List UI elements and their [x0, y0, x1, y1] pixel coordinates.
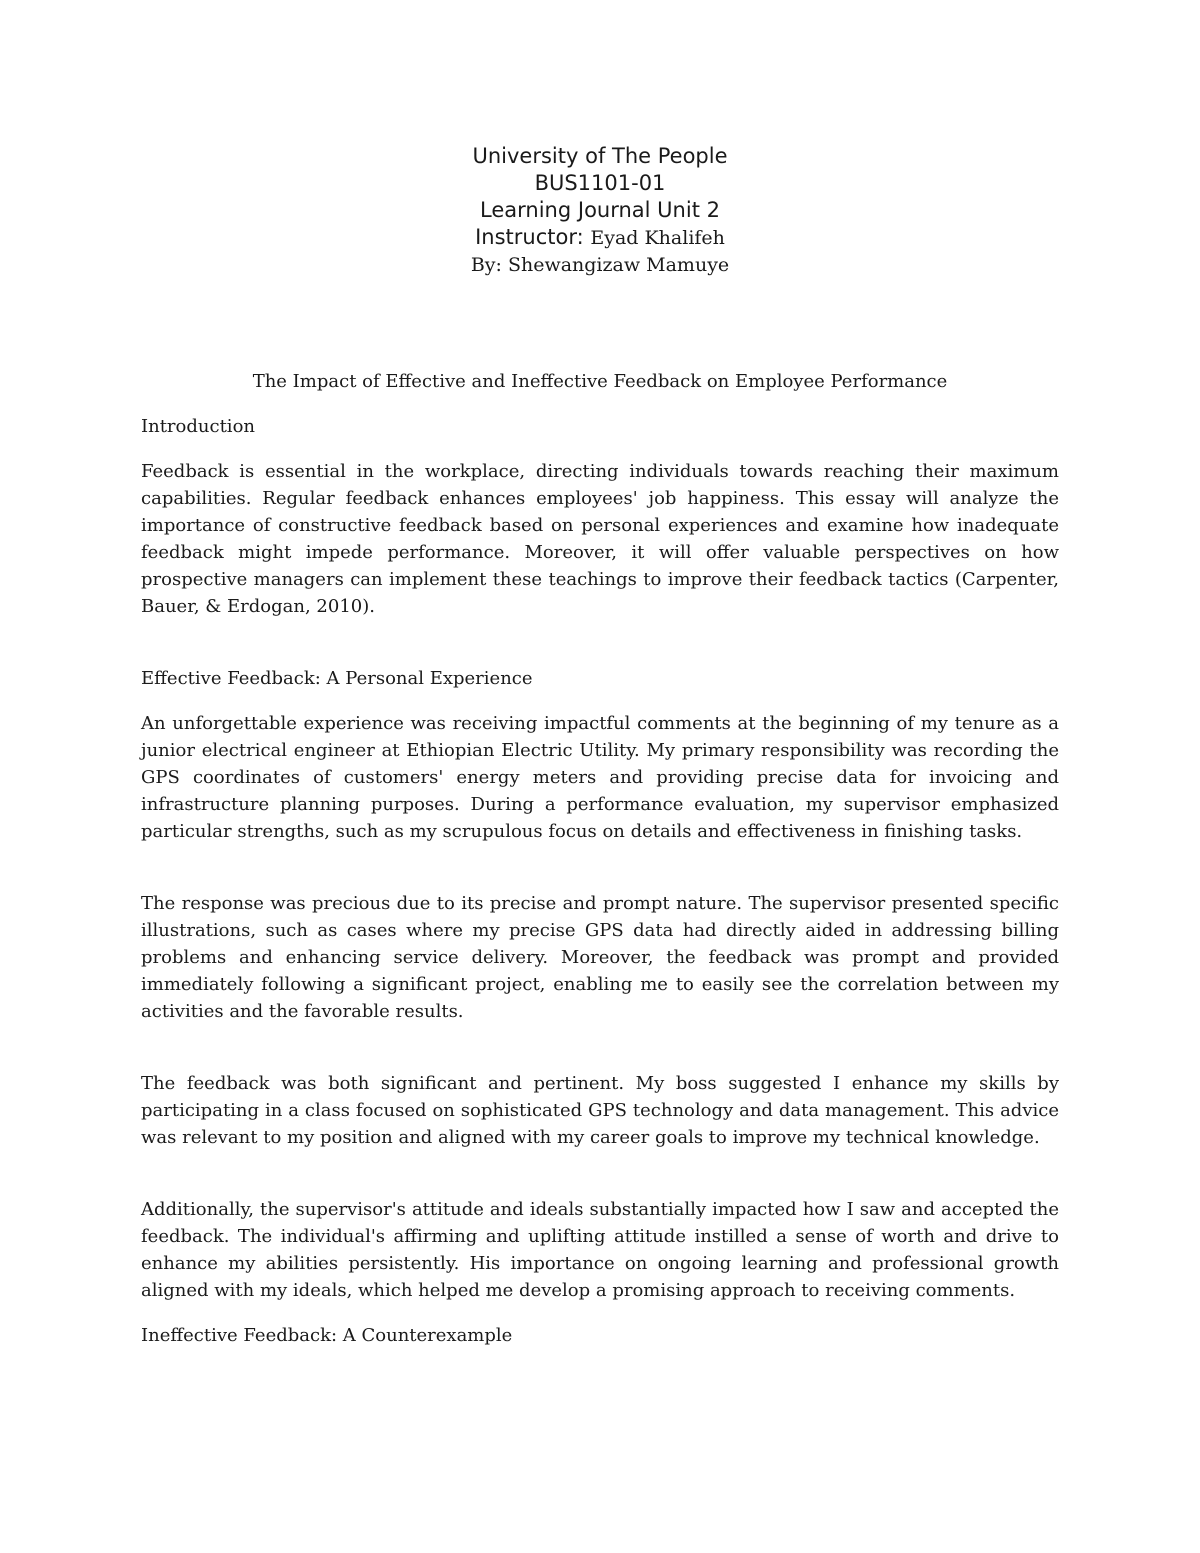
instructor-name: Eyad Khalifeh — [590, 227, 725, 249]
paragraph-effective-2: The response was precious due to its precise and prompt nature. The supervisor presented specific illustrations, such as cases where my precise GPS data had directly aided in addressing billing problems and enhancing service delivery. Moreover, the feedback was prompt and provided immediately following a significant project, enabling me to easily see the correlation between my activities and the favorable results. — [141, 893, 1059, 1022]
section-heading-effective-feedback: Effective Feedback: A Personal Experience — [141, 668, 533, 689]
university-name: University of The People — [472, 144, 728, 168]
paragraph-effective-1: An unforgettable experience was receiving impactful comments at the beginning of my tenure as a junior electrical engineer at Ethiopian Electric Utility. My primary responsibility was recording the GPS coordinates of customers' energy meters and providing precise data for invoicing and infrastructure planning purposes. During a performance evaluation, my supervisor emphasized particular strengths, such as my scrupulous focus on details and effectiveness in finishing tasks. — [141, 713, 1059, 842]
paragraph-effective-3: The feedback was both significant and pertinent. My boss suggested I enhance my skills by participating in a class focused on sophisticated GPS technology and data management. This advice was relevant to my position and aligned with my career goals to improve my technical knowledge. — [141, 1073, 1059, 1148]
instructor-label: Instructor: — [475, 225, 584, 249]
section-heading-ineffective-feedback: Ineffective Feedback: A Counterexample — [141, 1325, 513, 1346]
assignment-title: Learning Journal Unit 2 — [480, 198, 720, 222]
essay-title: The Impact of Effective and Ineffective Feedback on Employee Performance — [252, 371, 948, 392]
paragraph-introduction: Feedback is essential in the workplace, directing individuals towards reaching their maximum capabilities. Regular feedback enhances employees' job happiness. This essay will analyze the importance of constructive feedback based on personal experiences and examine how inadequate feedback might impede performance. Moreover, it will offer valuable perspectives on how prospective managers can implement these teachings to improve their feedback tactics (Carpenter, Bauer, & Erdogan, 2010). — [141, 461, 1059, 617]
paragraph-effective-4: Additionally, the supervisor's attitude and ideals substantially impacted how I saw and accepted the feedback. The individual's affirming and uplifting attitude instilled a sense of worth and drive to enhance my abilities persistently. His importance on ongoing learning and professional growth aligned with my ideals, which helped me develop a promising approach to receiving comments. — [141, 1199, 1059, 1301]
section-heading-introduction: Introduction — [141, 416, 255, 437]
author-line: By: Shewangizaw Mamuye — [470, 254, 730, 276]
instructor-line — [0, 224, 1200, 252]
essay-body — [141, 368, 1059, 1367]
course-code: BUS1101-01 — [534, 171, 666, 195]
document-header — [0, 143, 1200, 279]
